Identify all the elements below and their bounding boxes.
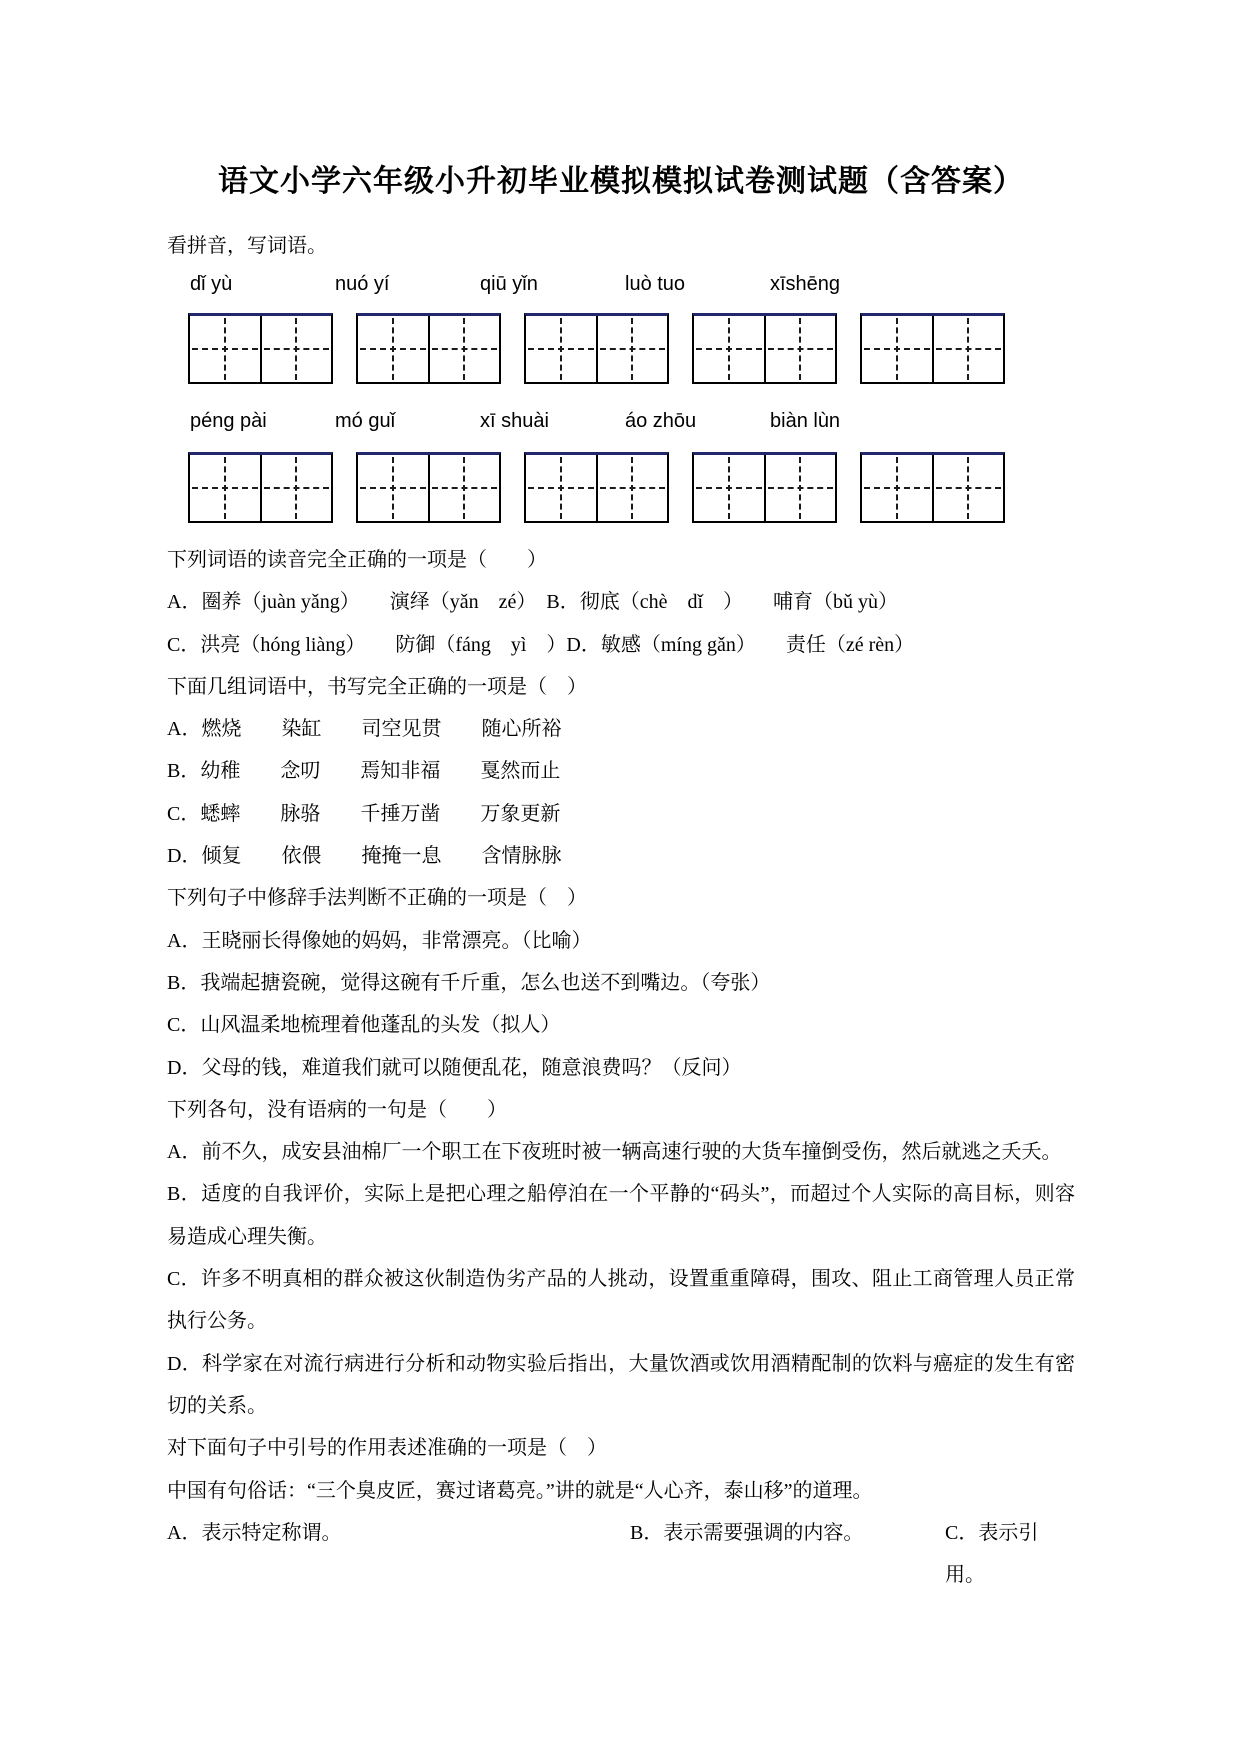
- writing-grid-group: [188, 313, 333, 384]
- writing-grid-group: [188, 452, 333, 523]
- writing-grid-row-2: [188, 452, 1075, 523]
- question-grammar: [167, 1089, 1075, 1427]
- option-line-cd: C．洪亮（hóng liàng） 防御（fáng yì ）D．敏感（míng gǎn） 责任（zé rèn）: [167, 633, 915, 656]
- pinyin-label: qiū yǐn: [480, 273, 538, 295]
- option-b: B．我端起搪瓷碗，觉得这碗有千斤重，怎么也送不到嘴边。（夸张）: [167, 971, 771, 994]
- writing-grid-cell: [862, 455, 932, 521]
- writing-grid-cell: [260, 316, 332, 382]
- pinyin-label: xīshēng: [770, 273, 841, 295]
- pinyin-label: mó guǐ: [335, 410, 396, 432]
- question-prompt: 下面几组词语中，书写完全正确的一项是（ ）: [167, 675, 587, 698]
- writing-grid-cell: [358, 455, 428, 521]
- writing-grid-group: [860, 452, 1005, 523]
- question-sentence: 中国有句俗话：“三个臭皮匠，赛过诸葛亮。”讲的就是“人心齐，泰山移”的道理。: [167, 1479, 873, 1502]
- option-b: B．适度的自我评价，实际上是把心理之船停泊在一个平静的“码头”，而超过个人实际的高目标，则容易造成心理失衡。: [167, 1183, 1075, 1248]
- writing-grid-cell: [358, 316, 428, 382]
- writing-grid-group: [524, 452, 669, 523]
- pinyin-label: péng pài: [190, 410, 267, 432]
- writing-grid-group: [692, 452, 837, 523]
- option-d: D．父母的钱，难道我们就可以随便乱花，随意浪费吗？（反问）: [167, 1056, 742, 1079]
- page-content: [0, 166, 1241, 1596]
- question-prompt: 下列词语的读音完全正确的一项是（ ）: [167, 549, 547, 571]
- writing-grid-group: [692, 313, 837, 384]
- writing-grid-cell: [932, 316, 1004, 382]
- question-prompt: 下列句子中修辞手法判断不正确的一项是（ ）: [167, 887, 587, 910]
- pinyin-label: áo zhōu: [625, 410, 697, 432]
- pinyin-label-row-2: [190, 407, 1075, 435]
- option-a: A．王晓丽长得像她的妈妈，非常漂亮。（比喻）: [167, 929, 592, 952]
- pinyin-label-row-1: [190, 270, 1075, 298]
- writing-grid-cell: [862, 316, 932, 382]
- writing-grid-cell: [428, 316, 500, 382]
- question-rhetoric: [167, 877, 1075, 1088]
- question-prompt: 对下面句子中引号的作用表述准确的一项是（ ）: [167, 1437, 607, 1460]
- pinyin-label: dǐ yù: [190, 273, 233, 295]
- writing-grid-cell: [260, 455, 332, 521]
- question-quotes: [167, 1427, 1075, 1596]
- pinyin-label: nuó yí: [335, 273, 390, 295]
- page-title: 语文小学六年级小升初毕业模拟模拟试卷测试题（含答案）: [218, 165, 1024, 198]
- writing-grid-cell: [190, 455, 260, 521]
- writing-grid-group: [356, 313, 501, 384]
- option-a: A．燃烧 染缸 司空见贯 随心所裕: [167, 718, 562, 741]
- question-writing: [167, 666, 1075, 877]
- option-line-ab: A．圈养（juàn yǎng） 演绎（yǎn zé） B．彻底（chè dǐ ） 哺育（bǔ yù）: [167, 591, 899, 614]
- option-c: C．许多不明真相的群众被这伙制造伪劣产品的人挑动，设置重重障碍，围攻、阻止工商管理人员正常执行公务。: [167, 1268, 1075, 1333]
- pinyin-label: biàn lùn: [770, 410, 841, 432]
- writing-grid-cell: [428, 455, 500, 521]
- option-a: A．前不久，成安县油棉厂一个职工在下夜班时被一辆高速行驶的大货车撞倒受伤，然后就逃之夭夭。: [167, 1141, 1062, 1164]
- writing-grid-cell: [764, 316, 836, 382]
- questions: [167, 539, 1075, 1596]
- pinyin-label: luò tuo: [625, 273, 686, 295]
- pinyin-prompt: 看拼音，写词语。: [167, 235, 327, 257]
- option-row: [167, 1512, 1075, 1597]
- option-c: C．蟋蟀 脉骆 千捶万凿 万象更新: [167, 802, 561, 825]
- pinyin-label: xī shuài: [480, 410, 549, 432]
- writing-grid-cell: [932, 455, 1004, 521]
- writing-grid-cell: [596, 455, 668, 521]
- option-c: C．表示引用。: [945, 1521, 1039, 1587]
- writing-grid-cell: [764, 455, 836, 521]
- option-d: D．科学家在对流行病进行分析和动物实验后指出，大量饮酒或饮用酒精配制的饮料与癌症的发生有密切的关系。: [167, 1352, 1075, 1417]
- option-c: C．山风温柔地梳理着他蓬乱的头发（拟人）: [167, 1014, 561, 1037]
- question-pronunciation: [167, 539, 1075, 666]
- writing-grid-cell: [694, 316, 764, 382]
- writing-grid-group: [524, 313, 669, 384]
- writing-grid-cell: [596, 316, 668, 382]
- writing-grid-cell: [526, 455, 596, 521]
- writing-grid-group: [356, 452, 501, 523]
- option-b: B．表示需要强调的内容。: [630, 1521, 864, 1544]
- writing-grid-cell: [694, 455, 764, 521]
- option-a: A．表示特定称谓。: [167, 1521, 342, 1544]
- writing-grid-group: [860, 313, 1005, 384]
- writing-grid-row-1: [188, 313, 1075, 384]
- option-b: B．幼稚 念叨 焉知非福 戛然而止: [167, 760, 561, 783]
- option-d: D．倾复 依偎 掩掩一息 含情脉脉: [167, 845, 562, 868]
- question-prompt: 下列各句，没有语病的一句是（ ）: [167, 1098, 507, 1121]
- writing-grid-cell: [190, 316, 260, 382]
- writing-grid-cell: [526, 316, 596, 382]
- pinyin-section: [167, 232, 1075, 523]
